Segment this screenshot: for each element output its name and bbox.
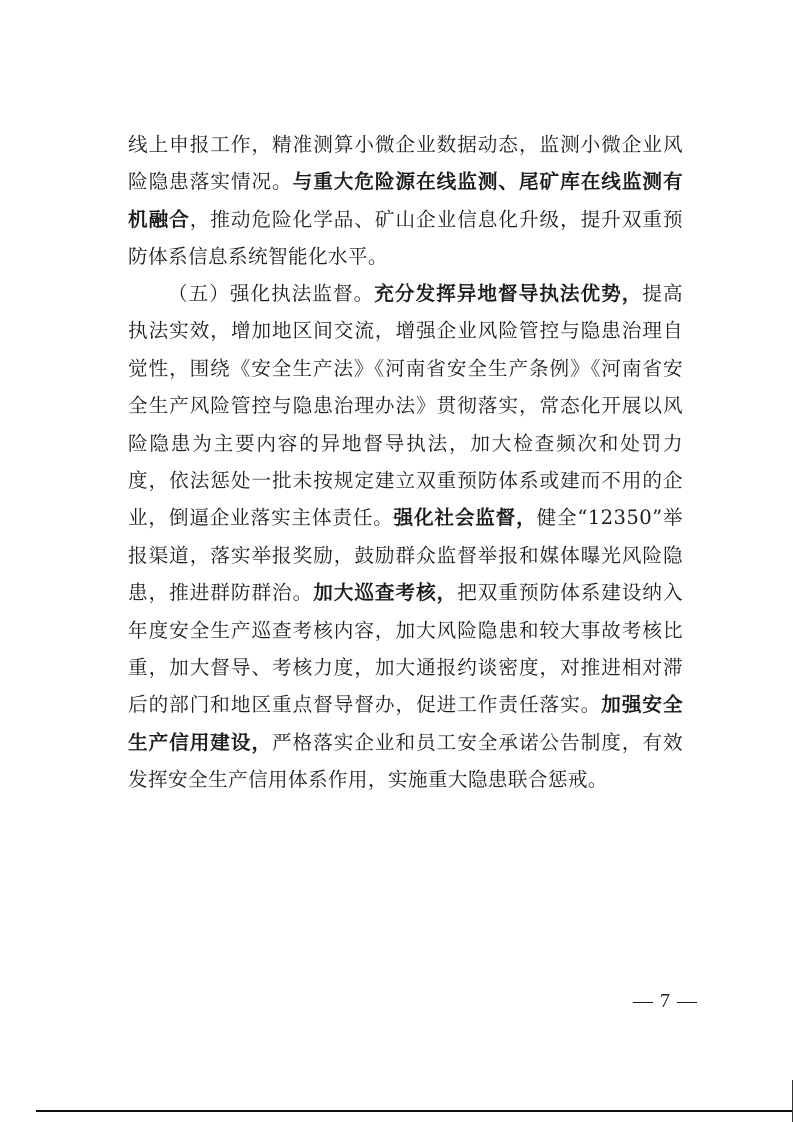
- paragraph-online-monitoring: [128, 126, 683, 276]
- paragraph-text: 把双重预防体系建设纳入年度安全生产巡查考核内容，加大风险隐患和较大事故考核比重，加大督导、考核力度，加大通报约谈密度，对推进相对滞后的部门和地区重点督导督办，促进工作责任落实。: [128, 581, 683, 717]
- bold-emphasis: 加强安全生产信用建设，: [128, 693, 683, 754]
- bold-emphasis: 强化社会监督，: [393, 506, 537, 530]
- bottom-scan-border: [36, 1110, 793, 1112]
- paragraph-text: 严格落实企业和员工安全承诺公告制度，有效发挥安全生产信用体系作用，实施重大隐患联合惩戒。: [128, 730, 683, 792]
- bold-emphasis: 加大巡查考核，: [313, 581, 458, 605]
- bold-emphasis: 与重大危险源在线监测、尾矿库在线监测有机融合: [128, 170, 683, 231]
- page-number: — 7 —: [633, 990, 698, 1012]
- paragraph-text: ，推动危险化学品、矿山企业信息化升级，提升双重预防体系信息系统智能化水平。: [128, 207, 683, 269]
- bold-emphasis: 充分发挥异地督导执法优势，: [374, 282, 643, 305]
- paragraph-text: 线上申报工作，精准测算小微企业数据动态，监测小微企业风险隐患落实情况。: [128, 133, 683, 194]
- paragraph-text: 健全“12350”举报渠道，落实举报奖励，鼓励群众监督举报和媒体曝光风险隐患，推进群防群治。: [128, 506, 683, 605]
- paragraph-text: 提高执法实效，增加地区间交流，增强企业风险管控与隐患治理自觉性，围绕《安全生产法》《河南省安全生产条例》《河南省安全生产风险管控与隐患治理办法》贯彻落实，常态化开展以风险隐患为主要内容的异地督导执法，加大检查频次和处罚力度，依法惩处一批未按规定建立双重预防体系或建而不用的企业，倒逼企业落实主体责任。: [128, 282, 683, 530]
- section-heading: （五）强化执法监督。: [168, 282, 375, 305]
- paragraph-law-enforcement: [128, 275, 683, 799]
